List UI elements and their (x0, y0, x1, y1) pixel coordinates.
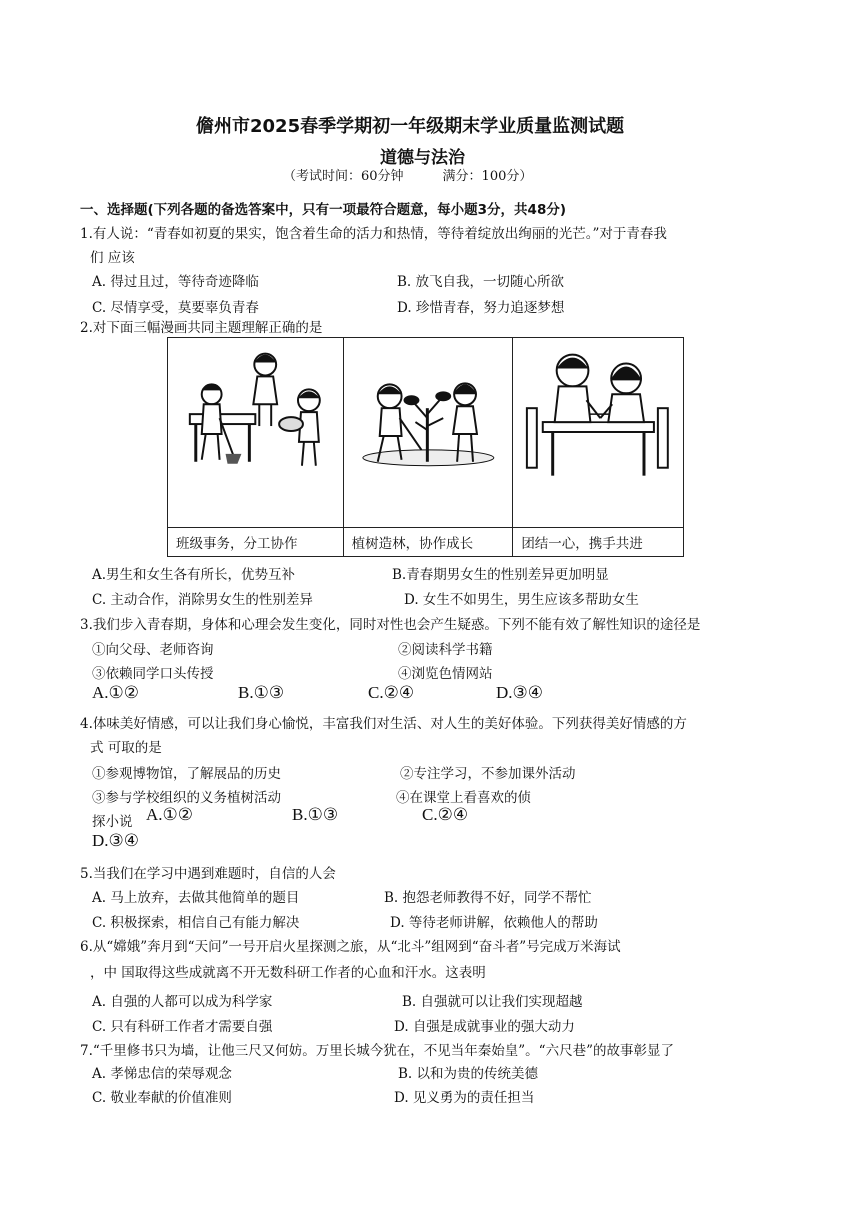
q3-option-b: B.①③ (238, 683, 285, 702)
q4-item-4: ④在课堂上看喜欢的侦 (396, 790, 531, 806)
q4-option-a: A.①② (146, 805, 194, 824)
cartoon-caption-3: 团结一心，携手共进 (513, 528, 684, 557)
q2-option-b: B.青春期男女生的性别差异更加明显 (392, 567, 609, 583)
q3-item-3: ③依赖同学口头传授 (92, 666, 214, 682)
q2-option-c: C. 主动合作，消除男女生的性别差异 (92, 592, 313, 608)
q7-option-b: B. 以和为贵的传统美德 (398, 1066, 539, 1082)
q4-item-2: ②专注学习，不参加课外活动 (400, 766, 576, 782)
q6-option-d: D. 自强是成就事业的强大动力 (394, 1019, 575, 1035)
q1-option-a: A. 得过且过，等待奇迹降临 (92, 274, 259, 290)
q4-stem-line1: 4.体味美好情感，可以让我们身心愉悦，丰富我们对生活、对人生的美好体验。下列获得美好情感的方 (80, 716, 687, 732)
exam-info: （考试时间：60分钟 满分：100分） (283, 169, 533, 184)
q5-stem: 5.当我们在学习中遇到难题时，自信的人会 (80, 866, 336, 882)
q2-stem: 2.对下面三幅漫画共同主题理解正确的是 (80, 320, 323, 336)
q6-option-c: C. 只有科研工作者才需要自强 (92, 1019, 273, 1035)
q6-option-b: B. 自强就可以让我们实现超越 (402, 994, 583, 1010)
q5-option-a: A. 马上放弃，去做其他简单的题目 (92, 890, 300, 906)
q3-option-c: C.②④ (368, 683, 415, 702)
q1-stem-line1: 1.有人说：“青春如初夏的果实，饱含着生命的活力和热情，等待着绽放出绚丽的光芒。”对于青春我 (80, 226, 667, 242)
cartoon-caption-1: 班级事务，分工协作 (168, 528, 344, 557)
q1-stem-line2: 们 应该 (90, 250, 135, 266)
q7-stem: 7.“千里修书只为墙，让他三尺又何妨。万里长城今犹在，不见当年秦始皇”。“六尺巷”的故事彰显了 (80, 1043, 674, 1059)
q3-stem: 3.我们步入青春期，身体和心理会发生变化，同时对性也会产生疑惑。下列不能有效了解性知识的途径是 (80, 617, 701, 633)
q3-item-4: ④浏览色情网站 (398, 666, 493, 682)
q3-item-2: ②阅读科学书籍 (398, 642, 493, 658)
q1-option-b: B. 放飞自我，一切随心所欲 (397, 274, 565, 290)
cartoon-tree-planting (344, 338, 513, 526)
q7-option-c: C. 敬业奉献的价值准则 (92, 1090, 232, 1106)
q6-stem-line1: 6.从“嫦娥”奔月到“天问”一号开启火星探测之旅，从“北斗”组网到“奋斗者”号完成万米海试 (80, 939, 621, 955)
q4-option-d: D.③④ (92, 831, 140, 850)
cartoon-class-duty (168, 338, 343, 526)
q1-option-d: D. 珍惜青春，努力追逐梦想 (397, 300, 565, 316)
q6-option-a: A. 自强的人都可以成为科学家 (92, 994, 273, 1010)
q1-option-c: C. 尽情享受，莫要辜负青春 (92, 300, 259, 316)
q4-option-b: B.①③ (292, 805, 339, 824)
q4-item-4-continued: 探小说 (92, 814, 133, 830)
q3-option-d: D.③④ (496, 683, 544, 702)
cartoon-caption-2: 植树造林，协作成长 (343, 528, 513, 557)
q4-stem-line2: 式 可取的是 (90, 740, 162, 756)
q3-option-a: A.①② (92, 683, 140, 702)
q5-option-d: D. 等待老师讲解，依赖他人的帮助 (390, 915, 598, 931)
q6-stem-line2: ，中 国取得这些成就离不开无数科研工作者的心血和汗水。这表明 (90, 965, 486, 981)
cartoon-study-together (513, 338, 683, 526)
section-heading: 一、选择题(下列各题的备选答案中，只有一项最符合题意，每小题3分，共48分) (80, 202, 567, 218)
q3-item-1: ①向父母、老师咨询 (92, 642, 214, 658)
q5-option-c: C. 积极探索，相信自己有能力解决 (92, 915, 300, 931)
q7-option-a: A. 孝悌忠信的荣辱观念 (92, 1066, 232, 1082)
subject-title: 道德与法治 (380, 148, 465, 168)
q2-option-a: A.男生和女生各有所长，优势互补 (92, 567, 296, 583)
exam-title: 儋州市2025春季学期初一年级期末学业质量监测试题 (196, 116, 625, 137)
q4-option-c: C.②④ (422, 805, 469, 824)
q5-option-b: B. 抱怨老师教得不好，同学不帮忙 (384, 890, 592, 906)
cartoon-table (167, 337, 684, 557)
q4-item-3: ③参与学校组织的义务植树活动 (92, 790, 281, 806)
q4-item-1: ①参观博物馆，了解展品的历史 (92, 766, 281, 782)
q7-option-d: D. 见义勇为的责任担当 (394, 1090, 535, 1106)
q2-option-d: D. 女生不如男生，男生应该多帮助女生 (404, 592, 639, 608)
